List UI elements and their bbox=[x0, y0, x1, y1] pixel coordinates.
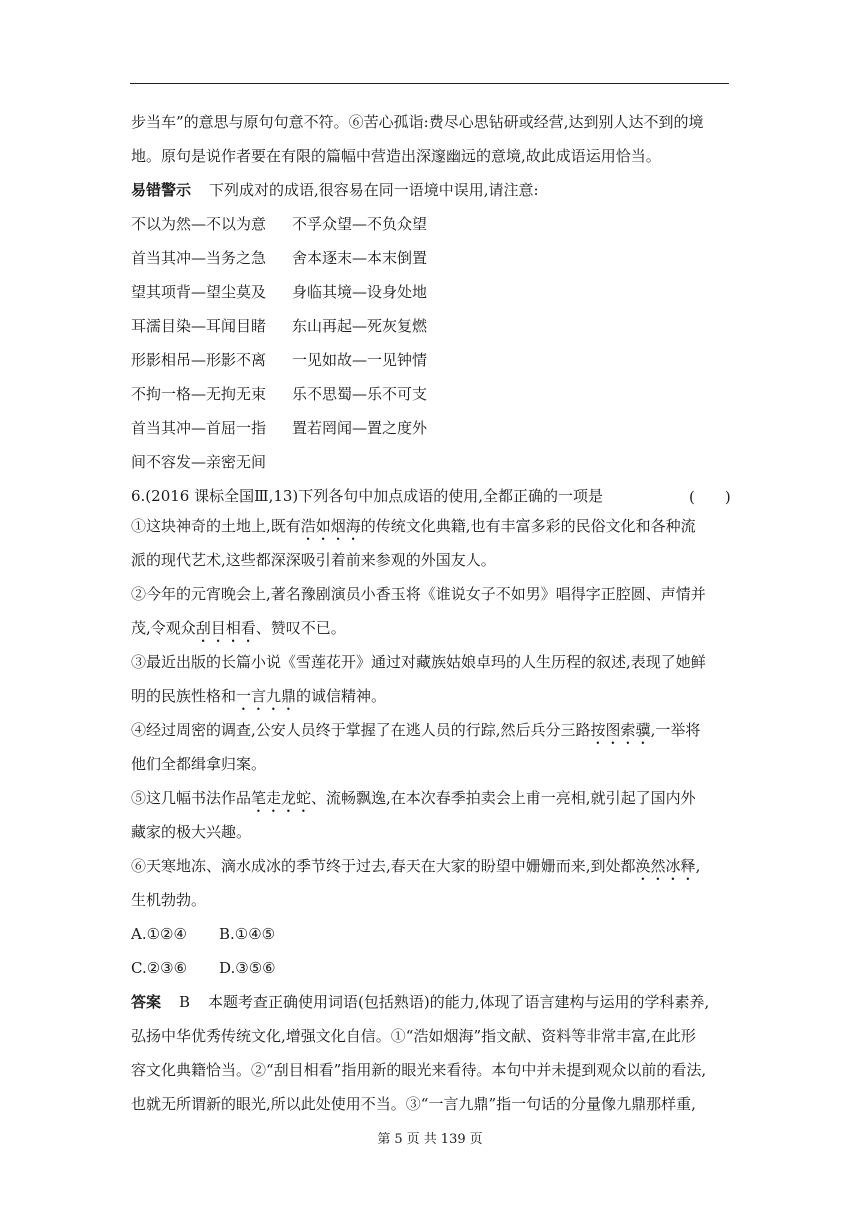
warning-line bbox=[131, 180, 539, 200]
page-number: 5 bbox=[394, 1132, 403, 1147]
sentence-item-line: 茂,令观众刮目相看、赞叹不已。 bbox=[131, 619, 346, 637]
idiom-pair-row: 不拘一格—无拘无束 乐不思蜀—乐不可支 bbox=[131, 385, 428, 403]
header-rule bbox=[130, 83, 729, 84]
answer-text-line: 也就无所谓新的眼光,所以此处使用不当。③“一言九鼎”指一句话的分量像九鼎那样重, bbox=[131, 1095, 696, 1113]
idiom-pair-row: 不以为然—不以为意 不孚众望—不负众望 bbox=[131, 215, 428, 233]
option-a: A.①②④ bbox=[131, 925, 187, 943]
sentence-item-line: 生机勃勃。 bbox=[131, 891, 207, 909]
question-stem: 6.(2016 课标全国Ⅲ,13)下列各句中加点成语的使用,全都正确的一项是 bbox=[131, 487, 604, 505]
sentence-item-line: ③最近出版的长篇小说《雪莲花开》通过对藏族姑娘卓玛的人生历程的叙述,表现了她鲜 bbox=[131, 653, 706, 671]
warning-text: 下列成对的成语,很容易在同一语境中误用,请注意: bbox=[209, 181, 539, 199]
warning-label: 易错警示 bbox=[131, 181, 192, 199]
idiom-pair-row: 首当其冲—首屈一指 置若罔闻—置之度外 bbox=[131, 419, 428, 437]
idiom-pair-row: 形影相吊—形影不离 一见如故—一见钟情 bbox=[131, 351, 428, 369]
option-row bbox=[131, 958, 276, 978]
option-row bbox=[131, 924, 275, 944]
sentence-item-line: ②今年的元宵晚会上,著名豫剧演员小香玉将《谁说女子不如男》唱得字正腔圆、声情并 bbox=[131, 585, 706, 603]
answer-letter: B bbox=[179, 993, 191, 1011]
answer-label: 答案 bbox=[131, 993, 162, 1011]
idiom-pair-row: 间不容发—亲密无间 bbox=[131, 453, 267, 471]
dotted-idiom: 刮目相看 bbox=[195, 619, 256, 637]
dotted-idiom: 涣然冰释 bbox=[635, 857, 696, 875]
dotted-idiom: 浩如烟海 bbox=[300, 517, 361, 535]
idiom-pair-row: 望其项背—望尘莫及 身临其境—设身处地 bbox=[131, 283, 428, 301]
sentence-item-line: 他们全都缉拿归案。 bbox=[131, 755, 267, 773]
sentence-item-line: ⑥天寒地冻、滴水成冰的季节终于过去,春天在大家的盼望中姗姗而来,到处都涣然冰释, bbox=[131, 857, 701, 875]
page-footer: 第 5 页 共 139 页 bbox=[377, 1132, 483, 1147]
answer-text-line: 弘扬中华优秀传统文化,增强文化自信。①“浩如烟海”指文献、资料等非常丰富,在此形 bbox=[131, 1027, 696, 1045]
sentence-item-line: ⑤这几幅书法作品笔走龙蛇、流畅飘逸,在本次春季拍卖会上甫一亮相,就引起了国内外 bbox=[131, 789, 696, 807]
dotted-idiom: 按图索骥 bbox=[590, 721, 651, 739]
dotted-idiom: 一言九鼎 bbox=[236, 687, 297, 705]
sentence-item-line: 藏家的极大兴趣。 bbox=[131, 823, 252, 841]
sentence-item-line: ①这块神奇的土地上,既有浩如烟海的传统文化典籍,也有丰富多彩的民俗文化和各种流 bbox=[131, 517, 696, 535]
idiom-pair-row: 耳濡目染—耳闻目睹 东山再起—死灰复燃 bbox=[131, 317, 428, 335]
answer-line: 答案 B 本题考查正确使用词语(包括熟语)的能力,体现了语言建构与运用的学科素养, bbox=[131, 993, 710, 1011]
dotted-idiom: 笔走龙蛇 bbox=[251, 789, 312, 807]
answer-text-line: 容文化典籍恰当。②“刮目相看”指用新的眼光来看待。本句中并未提到观众以前的看法, bbox=[131, 1061, 707, 1079]
option-b: B.①④⑤ bbox=[219, 925, 276, 943]
answer-blank: ( ) bbox=[689, 488, 731, 506]
page-total: 139 bbox=[440, 1132, 466, 1147]
sentence-item-line: ④经过周密的调查,公安人员终于掌握了在逃人员的行踪,然后兵分三路按图索骥,一举将 bbox=[131, 721, 701, 739]
sentence-item-line: 派的现代艺术,这些都深深吸引着前来参观的外国友人。 bbox=[131, 551, 496, 569]
text-line: 地。原句是说作者要在有限的篇幅中营造出深邃幽远的意境,故此成语运用恰当。 bbox=[131, 147, 661, 165]
option-d: D.③⑤⑥ bbox=[219, 959, 276, 977]
option-c: C.②③⑥ bbox=[131, 959, 188, 977]
text-line: 步当车”的意思与原句句意不符。⑥苦心孤诣:费尽心思钻研或经营,达到别人达不到的境 bbox=[131, 113, 704, 131]
idiom-pair-row: 首当其冲—当务之急 舍本逐末—本末倒置 bbox=[131, 249, 428, 267]
sentence-item-line: 明的民族性格和一言九鼎的诚信精神。 bbox=[131, 687, 387, 705]
